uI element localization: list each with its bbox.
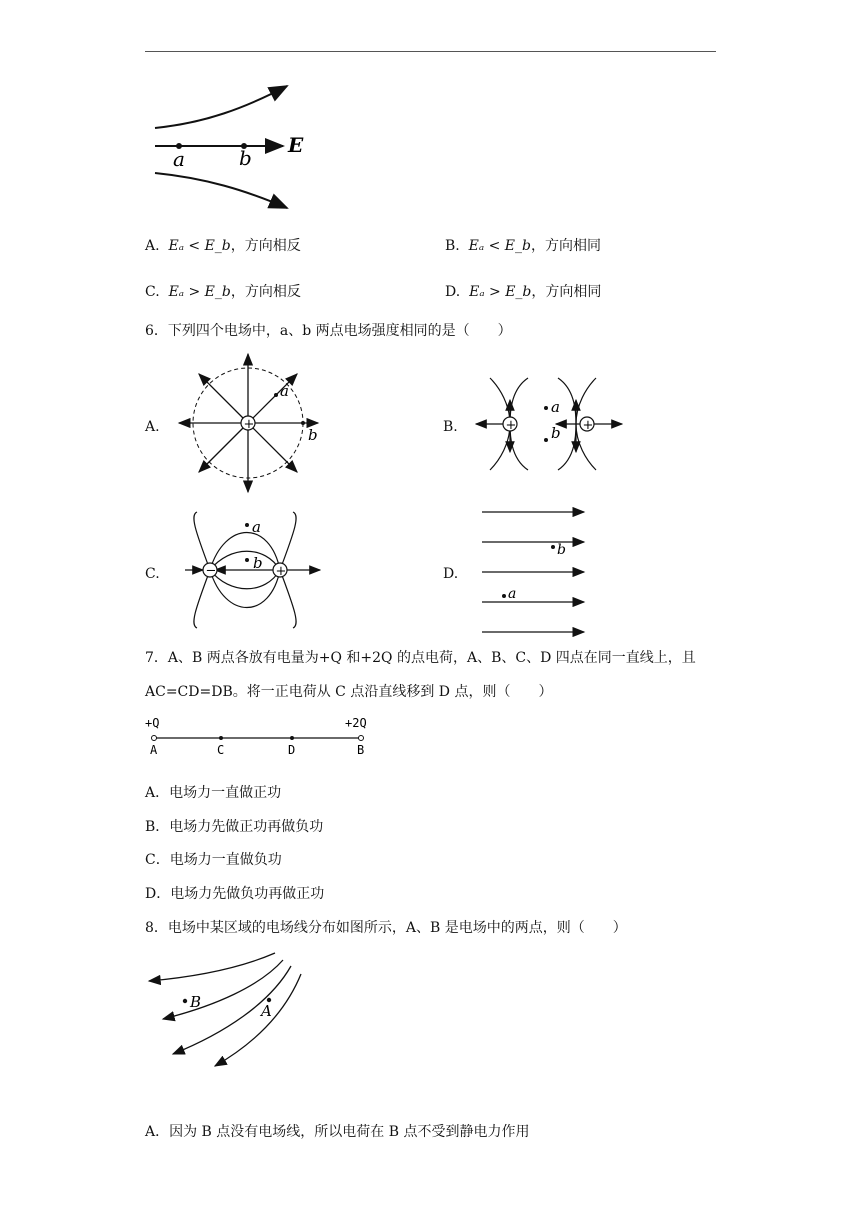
- point-c: [219, 736, 223, 740]
- option-text: ，方向相同: [531, 284, 602, 300]
- label-b: b: [557, 542, 566, 558]
- q8-option-a: A．因为 B 点没有电场线，所以电荷在 B 点不受到静电力作用: [145, 1124, 530, 1140]
- point-b: [301, 421, 305, 425]
- q5-option-a: [145, 237, 301, 255]
- q6-option-a-letter: A.: [145, 419, 160, 435]
- q5-option-c: [145, 283, 301, 301]
- q5-field-figure: [145, 78, 315, 218]
- label-a: a: [280, 382, 289, 400]
- minus-sign: −: [205, 563, 217, 579]
- label-a: a: [508, 586, 517, 602]
- q5-label-b: b: [239, 146, 252, 170]
- point-b: [544, 438, 548, 442]
- label-b: b: [308, 426, 318, 444]
- option-letter: A.: [145, 238, 160, 254]
- q6-option-d-letter: D.: [443, 566, 459, 582]
- option-expression: Eₐ < E_b: [168, 238, 231, 254]
- option-letter: C.: [145, 284, 160, 300]
- q7-stem-line1: 7．A、B 两点各放有电量为+Q 和+2Q 的点电荷，A、B、C、D 四点在同一直线上，且: [145, 650, 696, 666]
- plus-sign: +: [275, 564, 287, 579]
- q7-option-a: A．电场力一直做正功: [145, 785, 282, 801]
- q7-line-figure: [145, 712, 375, 758]
- q6-figure-b: [470, 370, 630, 482]
- point-a: [245, 523, 249, 527]
- q7-option-c: C．电场力一直做负功: [145, 852, 282, 868]
- point-a: [502, 594, 506, 598]
- label-a: a: [551, 398, 560, 416]
- point-b: [359, 736, 364, 741]
- option-text: ，方向相反: [230, 284, 301, 300]
- q5-option-b: [445, 237, 601, 255]
- q5-label-a: a: [173, 147, 185, 171]
- plus-sign: +: [243, 417, 255, 432]
- q7-option-b: B．电场力先做正功再做负功: [145, 819, 324, 835]
- point-a: [274, 393, 278, 397]
- plus-sign-left: +: [505, 418, 517, 433]
- point-a: [152, 736, 157, 741]
- q6-option-c-letter: C.: [145, 566, 160, 582]
- point-b: [245, 558, 249, 562]
- q5-field-line-top: [155, 86, 287, 128]
- plus-sign-right: +: [582, 418, 594, 433]
- point-a: [544, 406, 548, 410]
- q6-figure-a: [175, 352, 325, 494]
- label-d: D: [288, 743, 296, 757]
- option-text: ，方向相同: [530, 238, 601, 254]
- q5-option-d: [445, 283, 601, 301]
- label-a: a: [252, 518, 261, 536]
- point-b: [183, 999, 187, 1003]
- option-letter: D.: [445, 284, 461, 300]
- charge-b-label: +2Q: [345, 716, 367, 730]
- header-rule: [145, 51, 716, 52]
- q6-figure-d: [478, 502, 588, 638]
- charge-a-label: +Q: [145, 716, 160, 730]
- q8-field-figure: [145, 948, 315, 1068]
- q6-option-b-letter: B.: [443, 419, 458, 435]
- point-d: [290, 736, 294, 740]
- label-b: b: [551, 424, 561, 442]
- q7-option-d: D．电场力先做负功再做正功: [145, 886, 325, 902]
- q6-figure-c: [175, 510, 325, 632]
- option-expression: Eₐ > E_b: [168, 284, 231, 300]
- option-letter: B.: [445, 238, 460, 254]
- label-b: b: [253, 554, 263, 572]
- point-b: [551, 545, 555, 549]
- label-b: B: [190, 993, 202, 1011]
- q6-stem: 6．下列四个电场中，a、b 两点电场强度相同的是（ ）: [145, 323, 512, 339]
- label-a: A: [150, 743, 158, 757]
- label-a: A: [261, 1002, 272, 1020]
- q5-field-line-bottom: [155, 173, 287, 208]
- q7-stem-line2: AC=CD=DB。将一正电荷从 C 点沿直线移到 D 点，则（ ）: [145, 684, 553, 700]
- option-text: ，方向相反: [230, 238, 301, 254]
- option-expression: Eₐ < E_b: [468, 238, 531, 254]
- q5-label-E: E: [288, 133, 304, 157]
- option-expression: Eₐ > E_b: [469, 284, 532, 300]
- label-b: B: [357, 743, 365, 757]
- label-c: C: [217, 743, 225, 757]
- q8-stem: 8．电场中某区域的电场线分布如图所示，A、B 是电场中的两点，则（ ）: [145, 920, 627, 936]
